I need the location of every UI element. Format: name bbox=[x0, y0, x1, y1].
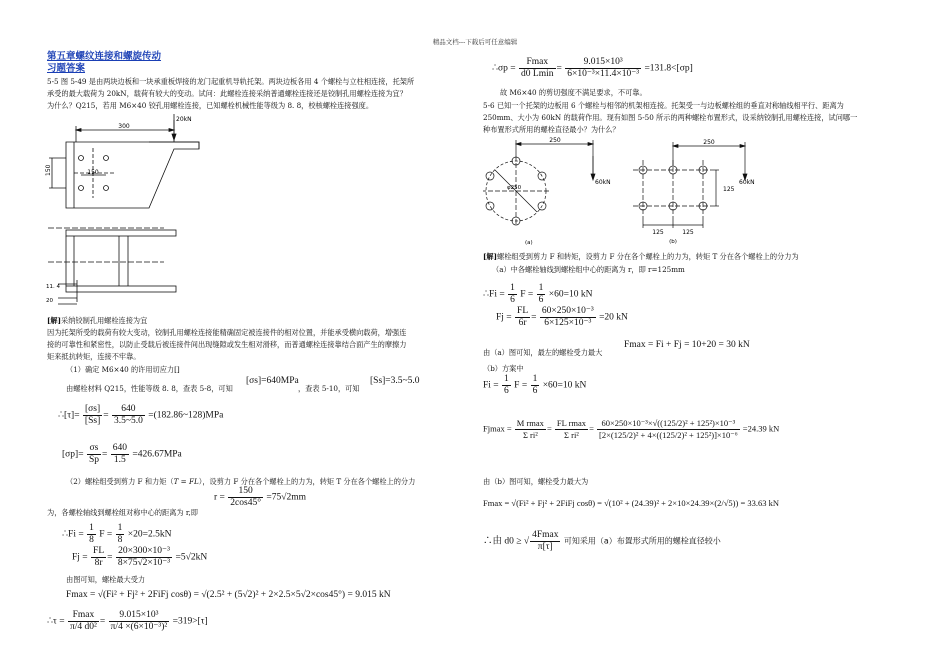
problem-5-5-line-1: 5-5 图 5-49 是由两块边板和一块承重板焊接的龙门起重机导轨托架。两块边板各用 4 个螺栓与立柱相连接，托架所 bbox=[47, 77, 415, 86]
step-1-b: 由螺栓材料 Q215，性能等级 8. 8，查表 5-8，可知 bbox=[66, 384, 233, 393]
problem-5-6-line-1: 5-6 已知一个托架的边板用 6 个螺栓与相邻的机架相连接。托架受一与边板螺栓组的垂直对称轴线相平行、距离为 bbox=[483, 101, 844, 110]
fig-a-diameter: φ250 bbox=[507, 185, 522, 191]
problem-5-5-line-3: 为什么？Q215，若用 M6×40 铰孔用螺栓连接，已知螺栓机械性能等级为 8. 8，校核螺栓连接强度。 bbox=[47, 101, 374, 110]
figure-5-50 bbox=[483, 136, 783, 246]
dim-150-vertical: 150 bbox=[45, 164, 52, 176]
fig-b-label: (b) bbox=[669, 239, 677, 245]
Fj-eq: Fj = $\frac{FL}{8r}$ = $\frac{\text{20×300×10⁻³}}{\text{8×75√2×10⁻³}}$ =5√2kN bbox=[72, 546, 208, 568]
final-conclusion: ∴由 d0 ≥ √ $\frac{4Fmax}{\pi[\tau]}$ 可知采用（a）布置形式所用的螺栓直径较小 bbox=[483, 530, 721, 552]
figure-5-49 bbox=[44, 112, 244, 312]
solution-left-first: [解]采纳铰制孔用螺栓连接为宜 bbox=[47, 316, 148, 325]
max-load-text: 由图可知，螺栓最大受力 bbox=[66, 575, 146, 584]
case-b-Fi-eq: Fi = $\frac{1}{6}$ F = $\frac{1}{6}$ ×60=10 kN bbox=[483, 374, 587, 396]
fig-b-load: 60kN bbox=[739, 179, 755, 186]
chapter-title[interactable]: 第五章螺纹连接和螺旋传动 bbox=[47, 51, 162, 62]
tau-check-eq: ∴τ = $\frac{Fmax}{\text{π/4 d0²}}$ = $\frac{\text{9.015×10³}}{\text{π/4 ×(6×10⁻³)²}}$ =319>[τ] bbox=[47, 610, 208, 632]
case-a-max-text: 由（a）图可知，最左的螺栓受力最大 bbox=[483, 348, 603, 357]
r-eq: r = $\frac{150}{2\cos 45^\circ}$ =75√2mm bbox=[214, 486, 306, 508]
fig-b-dim-125-vertical: 125 bbox=[723, 186, 735, 193]
problem-5-6-line-2: 250mm、大小为 60kN 的载荷作用。现有如图 5-50 所示的两种螺栓布置形式，设采纳铰制孔用螺栓连接，试问哪一 bbox=[483, 113, 858, 122]
dim-150-horizontal: 150 bbox=[87, 169, 99, 176]
Fmax-eq: Fmax = √(Fi² + Fj² + 2FiFj cosθ) = √(2.5² + (5√2)² + 2×2.5×5√2×cos45°) = 9.015 kN bbox=[66, 590, 391, 600]
reason-line-3: 矩来抵抗转矩，连接不牢靠。 bbox=[47, 352, 141, 361]
case-b-text: （b）方案中 bbox=[483, 364, 524, 373]
problem-5-5-line-2: 承受的最大载荷为 20kN，载荷有较大的变动。试问：此螺栓连接采纳普通螺栓连接还是铰制孔用螺栓连接为宜？ bbox=[47, 89, 407, 98]
table-5-10-text: ，查表 5-10，可知 bbox=[298, 384, 360, 393]
fig-b-dim-250: 250 bbox=[703, 139, 715, 146]
case-b-Fj-eq: Fjmax = $\frac{\text{M rmax}}{\text{Σ ri²}}$ = $\frac{\text{FL rmax}}{\text{Σ ri²}}$ = $\frac{\text{60×250×10⁻³×√((125/2)² + 125²)×10⁻³}}{\text{[2×(125/2)² + 4×((125/2)² + 125²)]×10⁻⁶}}$ =24.39 kN bbox=[483, 418, 780, 440]
conclusion-text: 故 M6×40 的剪切强度不满足要求，不可靠。 bbox=[500, 88, 647, 97]
fig-a-dim-250: 250 bbox=[549, 137, 561, 144]
Ss-value: [Ss]=3.5~5.0 bbox=[370, 376, 420, 386]
case-a-text: （a）中各螺栓轴线到螺栓组中心的距离为 r，即 r=125mm bbox=[492, 265, 685, 274]
sigma-p-allowable-eq: [σp]= $\frac{\sigma s}{Sp}$ = $\frac{640}{1.5}$ =426.67MPa bbox=[62, 443, 182, 465]
fig-b-dim-125-left: 125 bbox=[652, 229, 664, 236]
tau-allowable-eq: ∴[τ]= $\frac{[\sigma s]}{[Ss]}$ = $\frac{640}{3.5\sim 5.0}$ =(182.86~128)MPa bbox=[58, 404, 224, 426]
fig-b-dim-125-right: 125 bbox=[682, 229, 694, 236]
step-2: （2）螺栓组受到剪力 F 和力矩（T = FL），设剪力 F 分在各个螺栓上的力为，转矩 T 分在各个螺栓上的分力 bbox=[66, 477, 416, 486]
dim-20: 20 bbox=[46, 298, 53, 304]
sigma-p-check-eq: ∴σp = $\frac{Fmax}{d0 Lmin}$ = $\frac{\text{9.015×10³}}{\text{6×10⁻³×11.4×10⁻³}}$ =131.8<[σp] bbox=[492, 57, 693, 79]
step-2-c: 为，各螺栓轴线到螺栓组对称中心的距离为 r,即 bbox=[47, 508, 198, 517]
case-a-Fi-eq: ∴Fi = $\frac{1}{6}$ F = $\frac{1}{6}$ ×60=10 kN bbox=[483, 283, 593, 305]
case-b-max-text: 由（b）图可知，螺栓受力最大为 bbox=[483, 477, 589, 486]
page-header: 精品文档---下载后可任意编辑 bbox=[432, 38, 518, 46]
dim-300: 300 bbox=[118, 123, 130, 130]
sigma-s-value: [σs]=640MPa bbox=[246, 376, 299, 386]
load-20kn: 20kN bbox=[176, 116, 192, 123]
fig-a-label: (a) bbox=[525, 240, 533, 246]
case-a-Fj-eq: Fj = $\frac{FL}{6r}$ = $\frac{\text{60×250×10⁻³}}{\text{6×125×10⁻³}}$ =20 kN bbox=[496, 306, 628, 328]
dim-11-4: 11. 4 bbox=[46, 284, 60, 290]
reason-line-1: 因为托架所受的载荷有较大变动，铰制孔用螺栓连接能精确固定被连接件的相对位置，并能承受横向载荷，增强连 bbox=[47, 328, 407, 337]
solution-right-intro: [解]螺栓组受到剪力 F 和转矩，设剪力 F 分在各个螺栓上的力为，转矩 T 分在各个螺栓上的分力为 bbox=[483, 252, 799, 261]
case-b-max-eq: Fmax = √(Fi² + Fj² + 2FiFj cosθ) = √(10² + (24.39)² + 2×10×24.39×(2/√5)) = 33.63 kN bbox=[483, 498, 780, 508]
case-a-max-eq: Fmax = Fi + Fj = 10+20 = 30 kN bbox=[624, 340, 750, 350]
answers-title[interactable]: 习题答案 bbox=[47, 63, 86, 74]
problem-5-6-line-3: 种布置形式所用的螺栓直径最小？为什么？ bbox=[483, 125, 620, 134]
fig-a-load: 60kN bbox=[595, 179, 611, 186]
step-1: （1）确定 M6×40 的许用切应力[] bbox=[66, 365, 180, 374]
Fi-eq: ∴Fi = $\frac{1}{8}$ F = $\frac{1}{8}$ ×20=2.5kN bbox=[62, 523, 172, 545]
reason-line-2: 接的可靠性和紧密性，以防止受载后被连接件间出现缝隙或发生相对滑移，而普通螺栓连接靠结合面产生的摩擦力 bbox=[47, 340, 407, 349]
